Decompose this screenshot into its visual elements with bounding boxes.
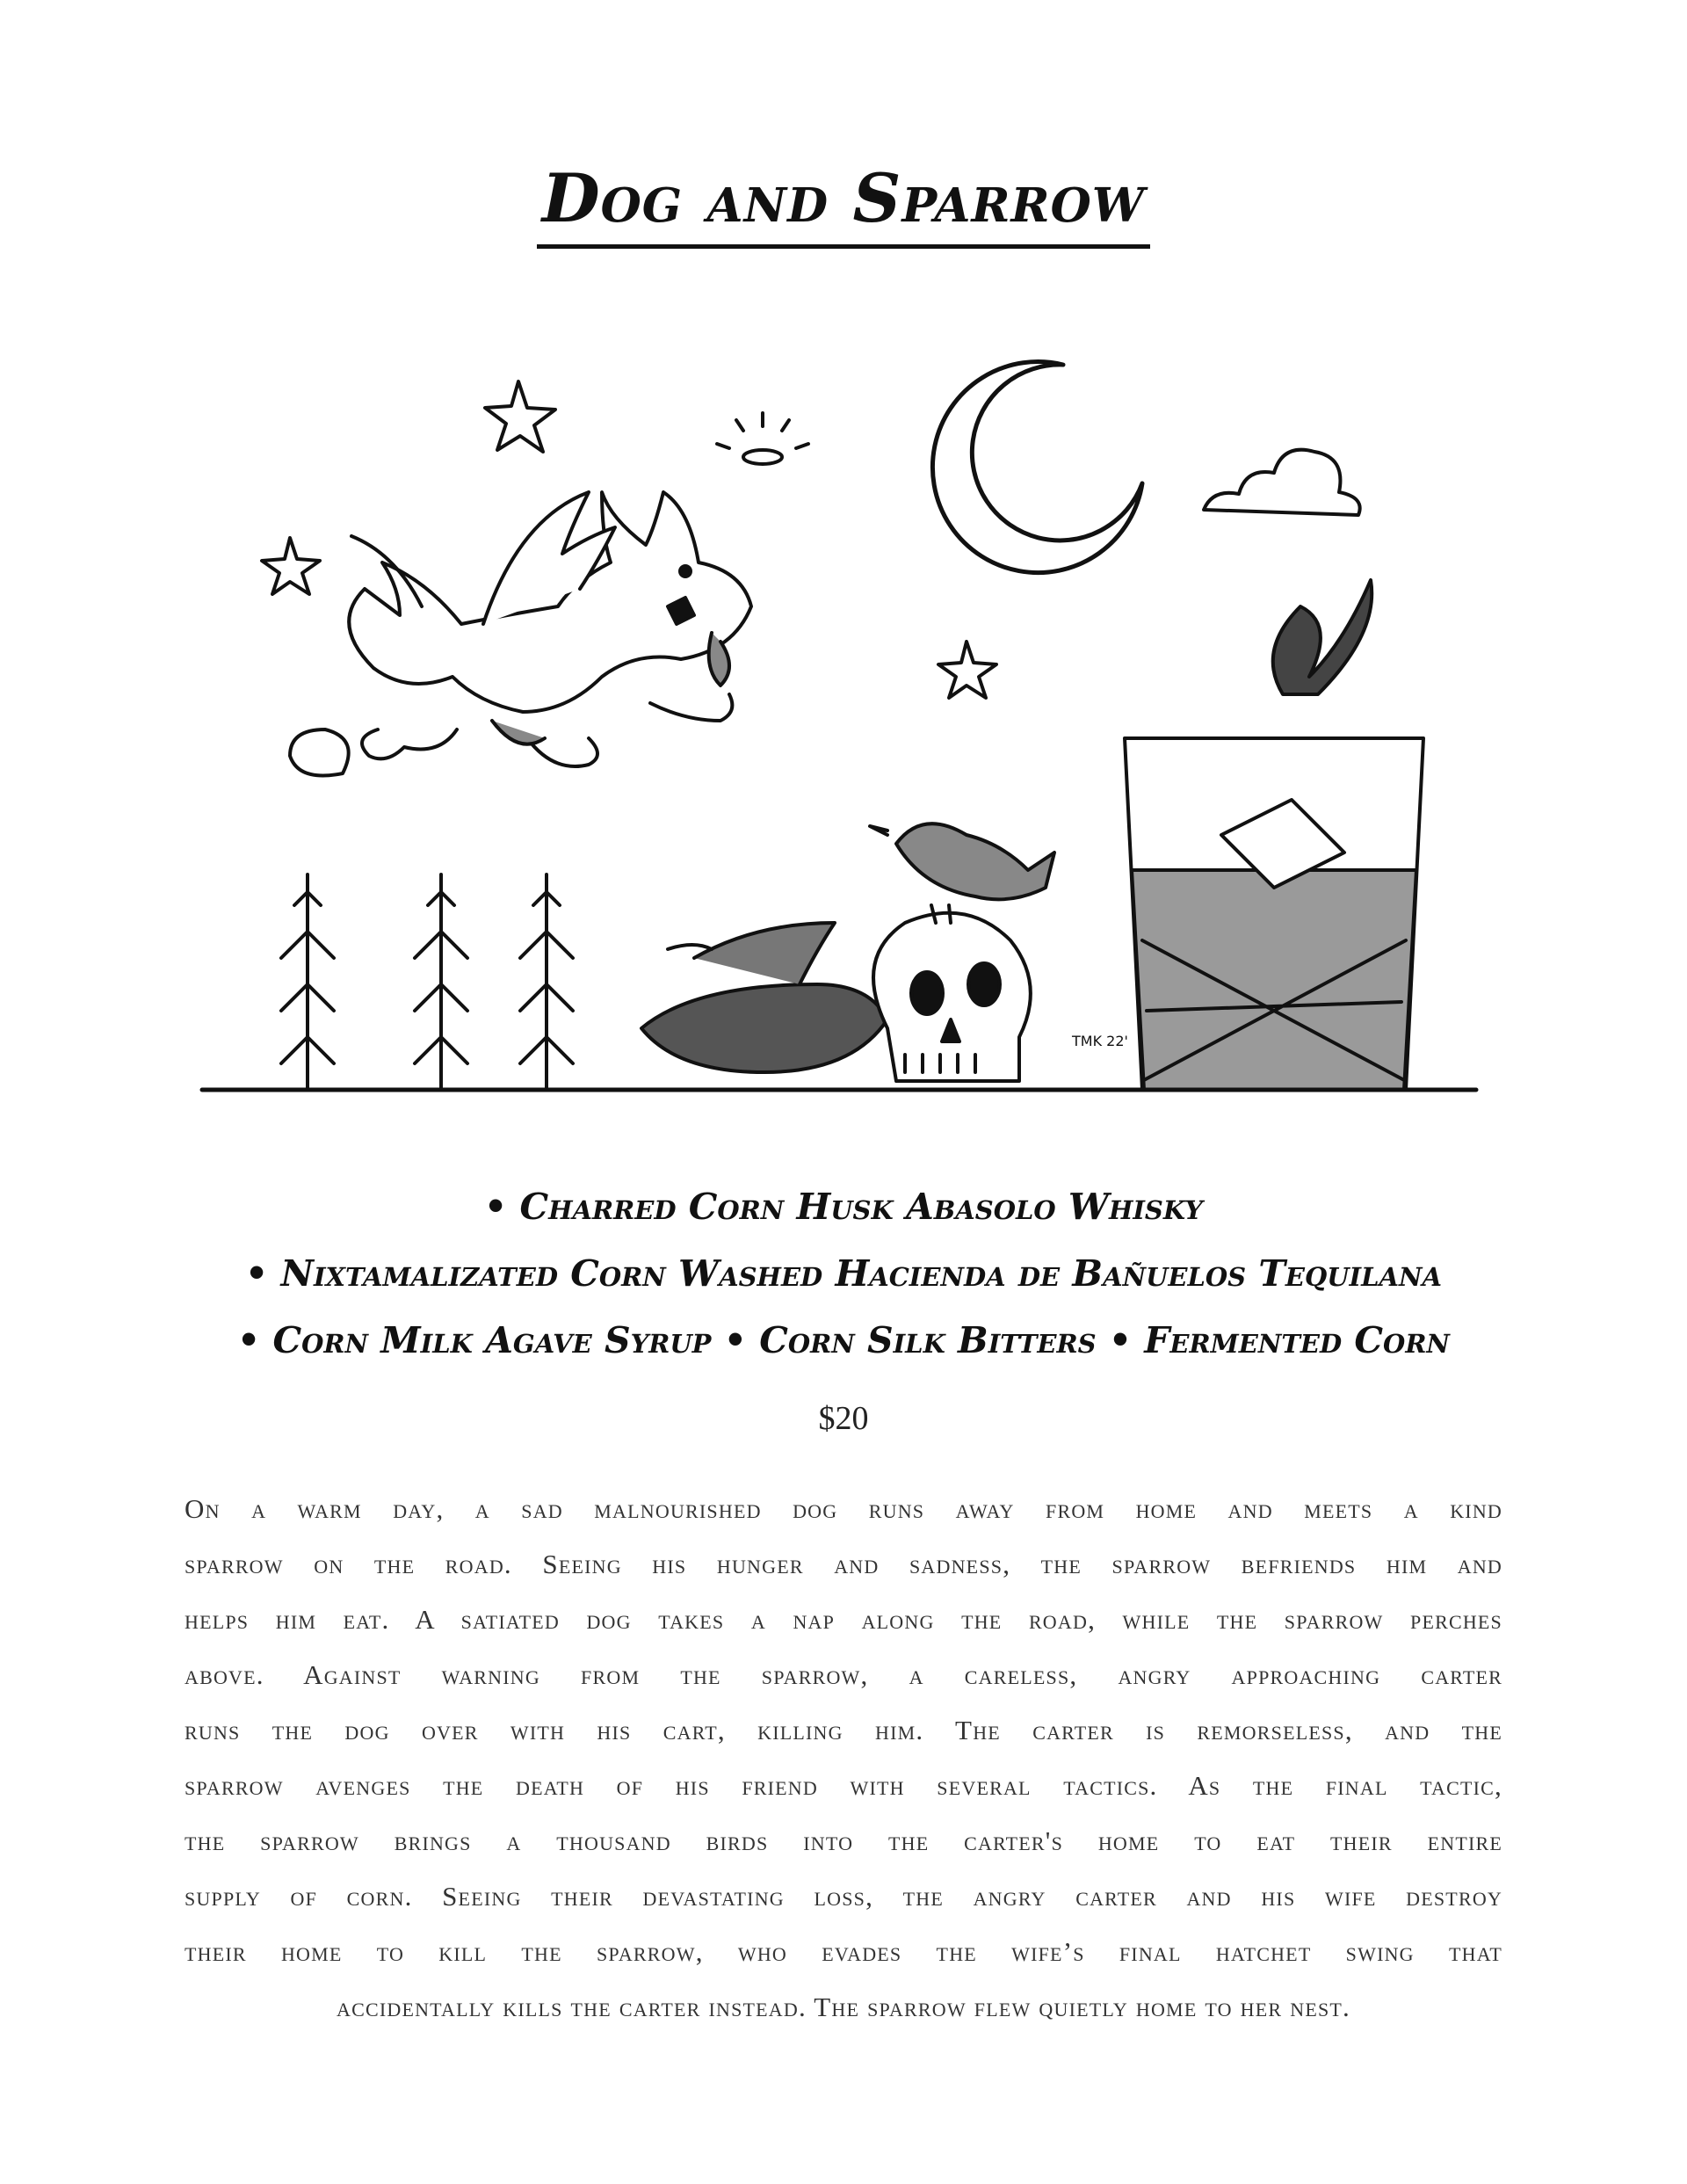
star-icon: [262, 538, 320, 594]
story-paragraph: [185, 1481, 1502, 2035]
cloud-icon: [1204, 450, 1360, 515]
illustration: [193, 343, 1494, 1099]
star-icon: [485, 381, 555, 452]
story-line: their home to kill the sparrow, who evades the wife’s final hatchet swing that: [185, 1936, 1502, 1967]
skull-icon: [873, 913, 1031, 1081]
ingredient-line-3: • Corn Milk Agave Syrup • Corn Silk Bitters • Fermented Corn: [237, 1319, 1450, 1361]
story-line: runs the dog over with his cart, killing him. The carter is remorseless, and the: [185, 1715, 1502, 1745]
cocktail-glass-icon: [1125, 580, 1423, 1090]
story-line: supply of corn. Seeing their devastating loss, the angry carter and his wife destroy: [185, 1881, 1502, 1912]
crescent-moon-icon: [932, 362, 1142, 573]
corn-cob-icon: [641, 923, 887, 1072]
story-line: the sparrow brings a thousand birds into the carter's home to eat their entire: [185, 1825, 1502, 1856]
story-line: helps him eat. A satiated dog takes a nap along the road, while the sparrow perches: [185, 1604, 1502, 1635]
ingredient-line-1: • Charred Corn Husk Abasolo Whisky: [484, 1186, 1203, 1228]
halo-icon: [717, 413, 808, 464]
winged-dog-icon: [290, 492, 751, 776]
story-line: On a warm day, a sad malnourished dog runs away from home and meets a kind: [185, 1493, 1502, 1524]
corn-stalk-icon: [281, 874, 334, 1090]
artist-signature: TMK 22': [1072, 1033, 1128, 1049]
story-line: sparrow avenges the death of his friend with several tactics. As the final tactic,: [185, 1770, 1502, 1801]
ingredients-list: [0, 1173, 1687, 1374]
corn-stalk-icon: [415, 874, 467, 1090]
title-text: Dog and Sparrow: [537, 165, 1151, 249]
story-line: sparrow on the road. Seeing his hunger and sadness, the sparrow befriends him and: [185, 1549, 1502, 1579]
sparrow-icon: [870, 824, 1054, 923]
story-line: above. Against warning from the sparrow, a careless, angry approaching carter: [185, 1659, 1502, 1690]
ingredient-line-2: • Nixtamalizated Corn Washed Hacienda de Bañuelos Tequilana: [245, 1252, 1442, 1295]
corn-stalk-icon: [520, 874, 573, 1090]
price: $20: [818, 1400, 869, 1437]
star-icon: [938, 642, 996, 698]
story-line: accidentally kills the carter instead. The sparrow flew quietly home to her nest.: [337, 1992, 1350, 2022]
cocktail-title: [0, 159, 1687, 249]
